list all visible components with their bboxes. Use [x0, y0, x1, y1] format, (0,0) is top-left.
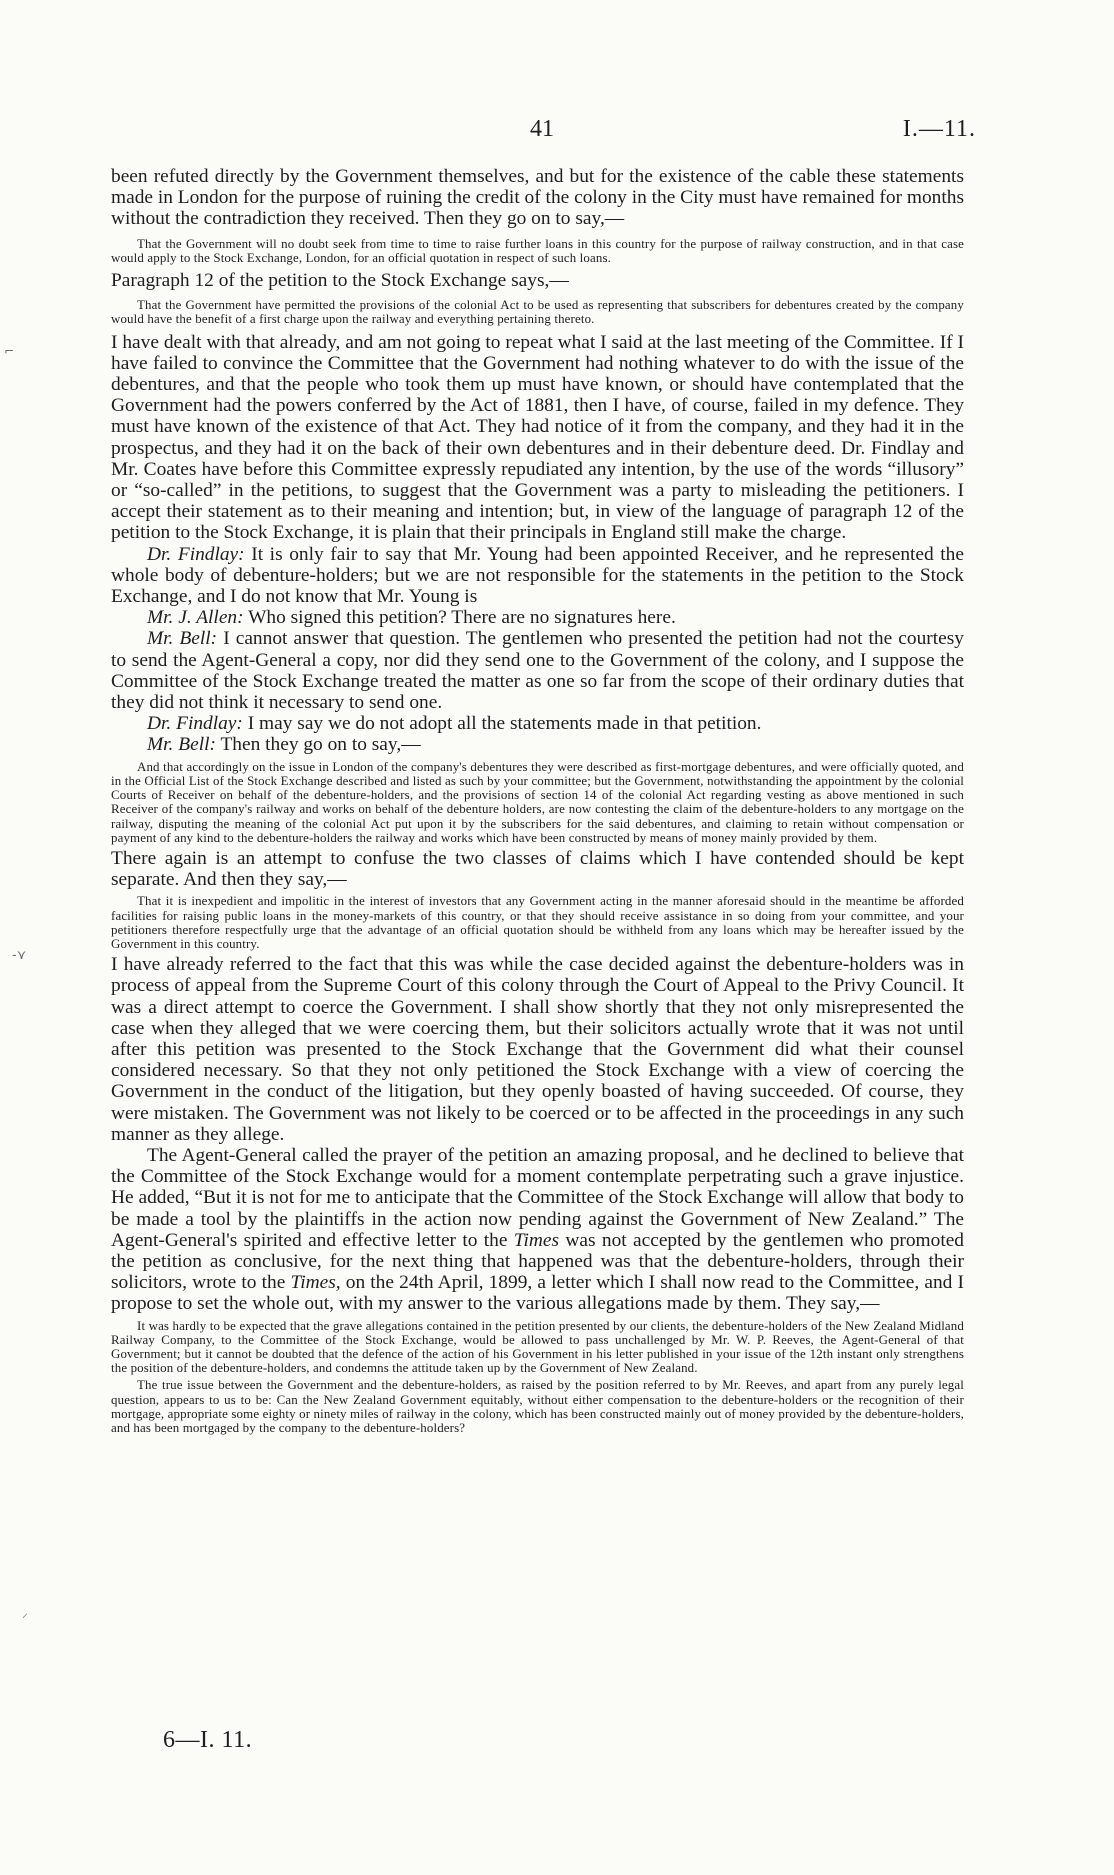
quoted-passage: The true issue between the Government and the debenture-holders, as raised by the position referred to by Mr. Reeves, and apart from any purely legal question, appears to us to be: Can the New Zealand Government equitably, without either compensation to the debenture-holders or the recognition of their mortgage, appropriate some eighty or ninety miles of railway in the colony, which has been constructed mainly out of money provided by the debenture-holders, and has been mortgaged by the company to the debenture-holders?: [111, 1378, 964, 1435]
quoted-passage: That it is inexpedient and impolitic in the interest of investors that any Government acting in the manner aforesaid should in the meantime be afforded facilities for raising public loans in the money-markets of this country, or that they should receive assistance in so doing from your committee, and your petitioners therefore respectfully urge that the advantage of an official quotation should be withheld from any loans which may be hereafter issued by the Government in this country.: [111, 894, 964, 951]
newspaper-title: Times: [513, 1229, 560, 1251]
paragraph-text: on the 24th April, 1899, a letter which I shall now read to the Committee, and I propose to set the whole out, with my answer to the various allegations made by them. They say,—: [111, 1272, 964, 1315]
speaker-name: Mr. J. Allen:: [147, 607, 244, 629]
page-header: [0, 116, 1114, 156]
paragraph: Paragraph 12 of the petition to the Stock Exchange says,—: [111, 270, 569, 292]
speech-text: I may say we do not adopt all the statements made in that petition.: [247, 713, 762, 735]
speech-paragraph: [111, 607, 964, 628]
page-body: [111, 166, 964, 1438]
speech-paragraph: [111, 713, 964, 734]
paragraph-text: The Agent-General called the prayer of the petition an amazing proposal, and he declined to believe that the Committee of the Stock Exchange would for a moment contemplate perpetrating such a grave injustice. He added, “But it is not for me to anticipate that the Committee of the Stock Exchange will allow that body to be made a tool by the plaintiffs in the action now pending against the Government of New Zealand.” The Agent-General's spirited and effective letter to the: [111, 1144, 964, 1251]
speaker-name: Mr. Bell:: [147, 628, 218, 650]
speaker-name: Dr. Findlay:: [147, 543, 245, 565]
margin-mark-top: ⌐: [4, 344, 15, 358]
speech-text: Who signed this petition? There are no signatures here.: [248, 607, 676, 629]
page-number: 41: [530, 116, 554, 142]
margin-mark-middle: -⋎: [12, 948, 27, 963]
paragraph: I have already referred to the fact that this was while the case decided against the debenture-holders was in process of appeal from the Supreme Court of this colony through the Court of Appeal to the Privy Council. It was a direct attempt to coerce the Government. I shall show shortly that they not only misrepresented the case when they alleged that we were coercing them, but their solicitors actually wrote that it was not until after this petition was presented to the Stock Exchange that the Government did what their counsel considered necessary. So that they not only petitioned the Stock Exchange with a view of coercing the Government in the conduct of the litigation, but they openly boasted of having succeeded. Of course, they were mistaken. The Government was not likely to be coerced or to be affected in the proceedings in any such manner as they allege.: [111, 954, 964, 1145]
quoted-passage: That the Government have permitted the provisions of the colonial Act to be used as representing that subscribers for debentures created by the company would have the benefit of a first charge upon the railway and everything pertaining thereto.: [111, 298, 964, 327]
paragraph: been refuted directly by the Government themselves, and but for the existence of the cable these statements made in London for the purpose of ruining the credit of the colony in the City must have remained for months without the contradiction they received. Then they go on to say,—: [111, 166, 964, 230]
speech-text: Then they go on to say,—: [220, 734, 421, 756]
quoted-passage: And that accordingly on the issue in London of the company's debentures they were described as first-mortgage debentures, and were officially quoted, and in the Official List of the Stock Exchange described and listed as such by your committee; but the Government, notwithstanding the appointment by the colonial Courts of Receiver on behalf of the debenture-holders, and the provisions of section 14 of the colonial Act regarding vesting as above mentioned in such Receiver of the company's railway and works on behalf of the debenture holders, are now contesting the claim of the debenture-holders to any mortgage on the railway, disputing the meaning of the colonial Act put upon it by the subscribers for the said debentures, and claiming to retain without compensation or payment of any kind to the debenture-holders the railway and works which have been constructed by means of money mainly provided by them.: [111, 759, 964, 845]
page-signature: 6—I. 11.: [163, 1727, 253, 1753]
speech-text: It is only fair to say that Mr. Young had been appointed Receiver, and he represented the whole body of debenture-holders; but we are not responsible for the statements in the petition to the Stock Exchange, and I do not know that Mr. Young is: [111, 543, 964, 608]
newspaper-title: Times,: [290, 1272, 341, 1294]
speech-paragraph: [111, 734, 964, 755]
paragraph: [111, 1145, 964, 1315]
paragraph: I have dealt with that already, and am not going to repeat what I said at the last meeting of the Committee. If I have failed to convince the Committee that the Government had nothing whatever to do with the issue of the debentures, and that the people who took them up must have known, or should have contemplated that the Government had the powers conferred by the Act of 1881, then I have, of course, failed in my defence. They must have known of the existence of that Act. They had notice of it from the company, and they had it in the prospectus, and they had it on the back of their own debentures and in their debenture deed. Dr. Findlay and Mr. Coates have before this Committee expressly repudiated any intention, by the use of the words “illusory” or “so-called” in the petitions, to suggest that the Government was a party to misleading the petitioners. I accept their statement as to their meaning and intention; but, in view of the language of paragraph 12 of the petition to the Stock Exchange, it is plain that their principals in England still make the charge.: [111, 331, 964, 544]
speech-paragraph: [111, 544, 964, 608]
quoted-passage: It was hardly to be expected that the grave allegations contained in the petition presented by our clients, the debenture-holders of the New Zealand Midland Railway Company, to the Committee of the Stock Exchange, would be allowed to pass unchallenged by Mr. W. P. Reeves, the Agent-General of that Government; but it cannot be doubted that the defence of the action of his Government in his letter published in your issue of the 12th instant only strengthens the position of the debenture-holders, and condemns the attitude taken up by the Government of New Zealand.: [111, 1318, 964, 1376]
paragraph: There again is an attempt to confuse the two classes of claims which I have contended should be kept separate. And then they say,—: [111, 847, 964, 891]
speech-paragraph: [111, 628, 964, 713]
document-reference: I.—11.: [902, 116, 976, 142]
speaker-name: Dr. Findlay:: [147, 713, 243, 735]
speaker-name: Mr. Bell:: [147, 734, 216, 756]
paragraph-text: was not accepted by the gentlemen who promoted the petition as conclusive, for the next thing that happened was that the debenture-holders, through their solicitors, wrote to the: [111, 1229, 965, 1294]
speech-text: I cannot answer that question. The gentlemen who presented the petition had not the courtesy to send the Agent-General a copy, nor did they send one to the Government of the colony, and I suppose the Committee of the Stock Exchange treated the matter as one so far from the scope of their ordinary duties that they did not think it necessary to send one.: [111, 628, 964, 714]
margin-mark-bottom: ⸝: [22, 1606, 29, 1620]
quoted-passage: That the Government will no doubt seek from time to time to raise further loans in this country for the purpose of railway construction, and in that case would apply to the Stock Exchange, London, for an official quotation in respect of such loans.: [111, 236, 964, 265]
